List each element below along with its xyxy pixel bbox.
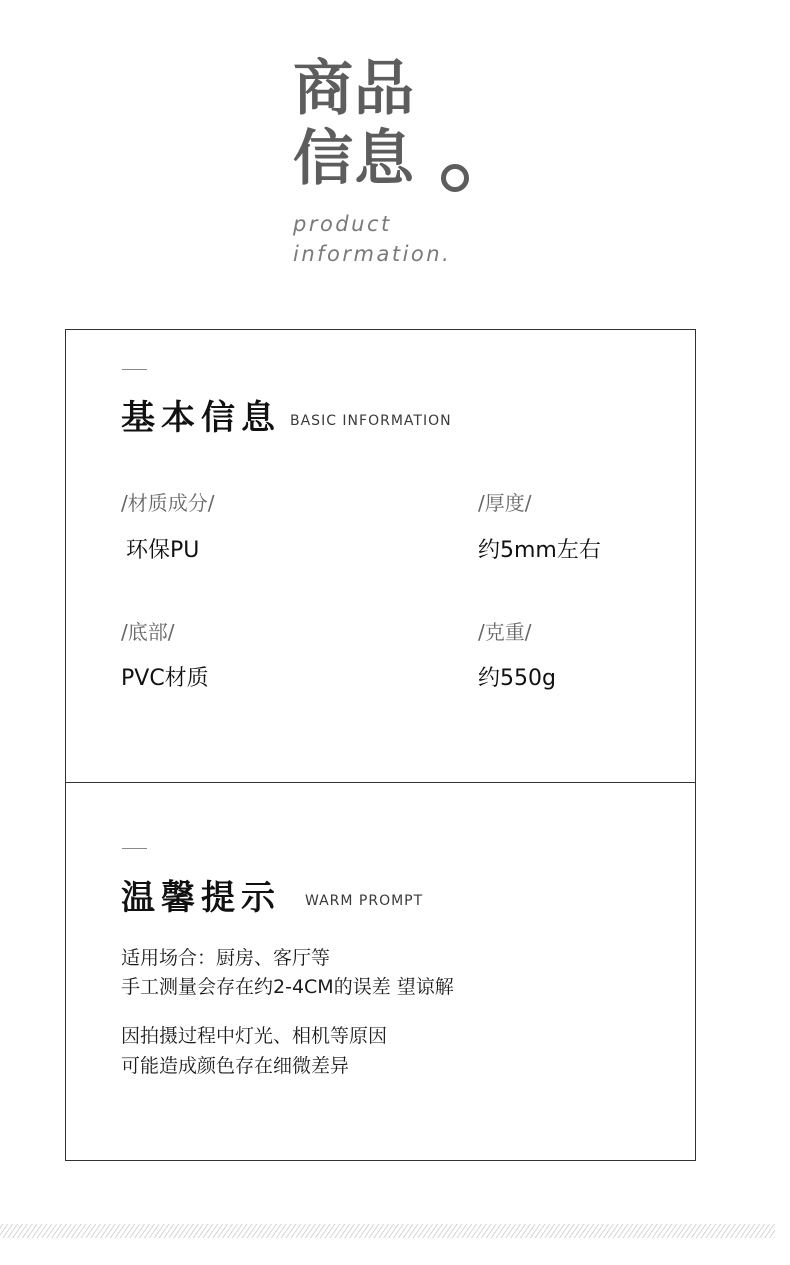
warm-prompt-heading: 温馨提示: [121, 878, 281, 918]
hatched-divider-band: [0, 1224, 775, 1238]
material-value: 环保PU: [126, 538, 200, 563]
base-label: /底部/: [121, 620, 175, 644]
basic-info-heading-en: BASIC INFORMATION: [290, 413, 452, 429]
prompt-line-usage: 适用场合：厨房、客厅等: [121, 947, 331, 969]
section-divider-dash: [122, 848, 147, 849]
weight-label: /克重/: [478, 620, 532, 644]
base-value: PVC材质: [121, 666, 209, 691]
page-subtitle-line-2: information.: [293, 242, 452, 266]
warm-prompt-card: [65, 782, 696, 1161]
prompt-line-photo-reason: 因拍摄过程中灯光、相机等原因: [121, 1025, 388, 1047]
prompt-line-color-difference: 可能造成颜色存在细微差异: [121, 1055, 350, 1077]
basic-info-heading: 基本信息: [121, 398, 281, 438]
section-divider-dash: [122, 369, 147, 370]
circle-dot-icon: [441, 164, 469, 192]
product-info-title-block: [293, 52, 553, 282]
page-title-line-1: 商品: [293, 54, 415, 124]
basic-info-card: [65, 329, 696, 783]
page-subtitle-line-1: product: [293, 212, 392, 236]
material-label: /材质成分/: [121, 491, 215, 515]
warm-prompt-heading-en: WARM PROMPT: [305, 893, 424, 909]
weight-value: 约550g: [478, 666, 556, 691]
page-title-line-2: 信息: [293, 124, 415, 194]
thickness-label: /厚度/: [478, 491, 532, 515]
prompt-line-measurement: 手工测量会存在约2-4CM的误差 望谅解: [121, 976, 454, 998]
thickness-value: 约5mm左右: [478, 538, 601, 563]
